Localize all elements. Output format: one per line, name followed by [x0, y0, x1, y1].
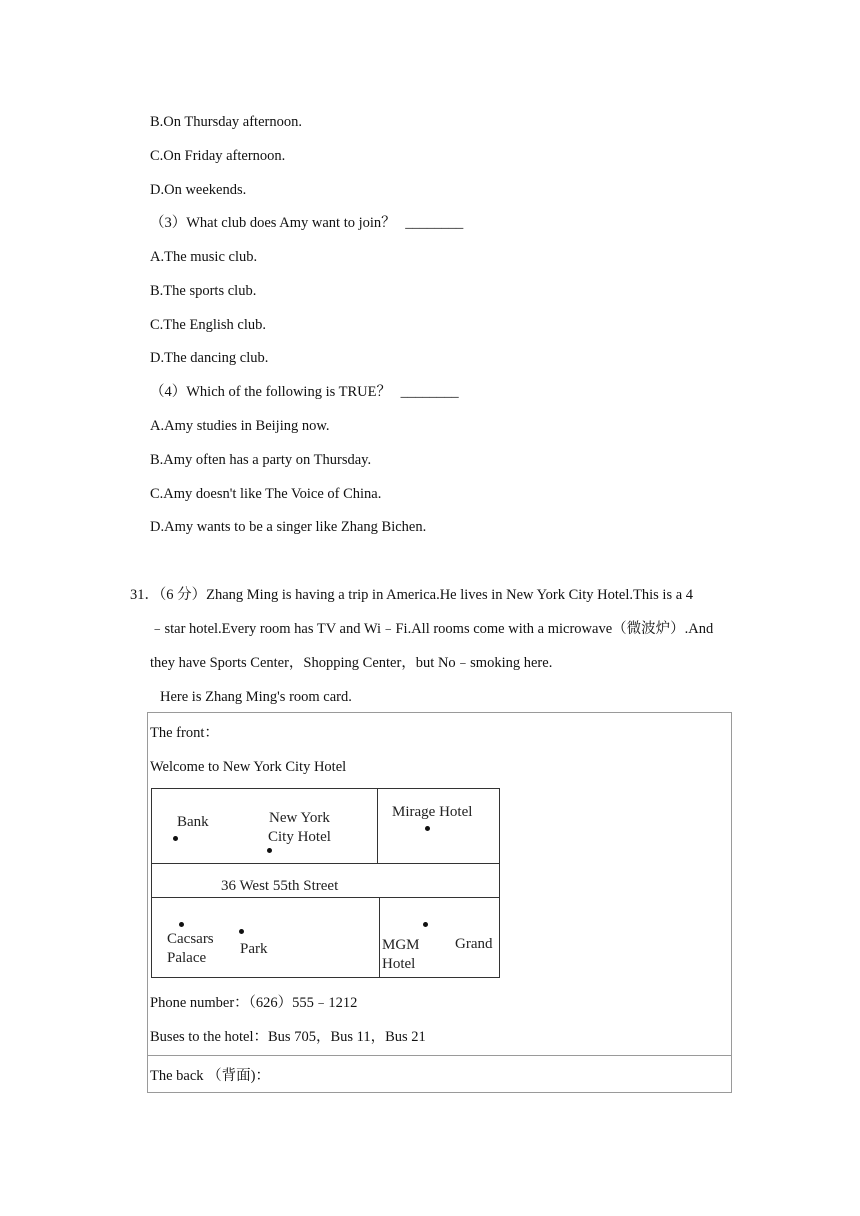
option-c-friday: C.On Friday afternoon.	[150, 148, 286, 164]
map-label-caesars-2: Palace	[167, 950, 207, 966]
caesars-palace-dot	[179, 922, 184, 927]
map-label-street: 36 West 55th Street	[221, 878, 339, 894]
q31-line-1: 31．（6 分）Zhang Ming is having a trip in America.He lives in New York City Hotel.This is a 4	[130, 587, 694, 603]
mgm-grand-dot	[423, 922, 428, 927]
park-dot	[239, 929, 244, 934]
bank-dot	[173, 836, 178, 841]
mirage-hotel-dot	[425, 826, 430, 831]
map-label-mirage-hotel: Mirage Hotel	[392, 804, 473, 820]
q4-option-d: D.Amy wants to be a singer like Zhang Bichen.	[150, 519, 427, 535]
map-label-nyc-hotel-2: City Hotel	[268, 829, 331, 845]
card-back-label: The back （背面)：	[150, 1068, 270, 1084]
question-3	[150, 214, 463, 232]
q31-line-3: they have Sports Center，Shopping Center，but No﹣smoking here.	[150, 655, 553, 671]
nyc-hotel-dot	[267, 848, 272, 853]
map-label-park: Park	[240, 941, 268, 957]
map-label-mgm: MGM	[382, 937, 420, 953]
q3-option-c: C.The English club.	[150, 317, 266, 333]
map-divider-top	[377, 789, 378, 863]
question-3-text: （3）What club does Amy want to join？	[150, 215, 396, 231]
map-label-hotel: Hotel	[382, 956, 416, 972]
map-label-bank: Bank	[177, 814, 209, 830]
map-street-bottom-line	[152, 897, 499, 898]
q3-option-d: D.The dancing club.	[150, 350, 269, 366]
map-label-caesars-1: Cacsars	[167, 931, 214, 947]
card-buses: Buses to the hotel：Bus 705，Bus 11，Bus 21	[150, 1029, 426, 1045]
question-4-blank: ________	[400, 384, 459, 400]
card-divider	[148, 1055, 731, 1056]
card-welcome: Welcome to New York City Hotel	[150, 759, 347, 775]
q4-option-b: B.Amy often has a party on Thursday.	[150, 452, 372, 468]
q3-option-b: B.The sports club.	[150, 283, 257, 299]
card-front-label: The front：	[150, 725, 219, 741]
map-label-grand: Grand	[455, 936, 493, 952]
question-4-text: （4）Which of the following is TRUE？	[150, 384, 391, 400]
q31-intro: Here is Zhang Ming's room card.	[160, 689, 352, 705]
q4-option-a: A.Amy studies in Beijing now.	[150, 418, 330, 434]
map-street-top-line	[152, 863, 499, 864]
q4-option-c: C.Amy doesn't like The Voice of China.	[150, 486, 382, 502]
card-phone: Phone number：（626）555﹣1212	[150, 995, 358, 1011]
question-3-blank: ________	[405, 215, 464, 231]
question-4	[150, 383, 459, 401]
map-divider-bottom	[379, 897, 380, 977]
hotel-map	[151, 788, 500, 978]
option-d-weekends: D.On weekends.	[150, 182, 247, 198]
option-b-thursday: B.On Thursday afternoon.	[150, 114, 302, 130]
q3-option-a: A.The music club.	[150, 249, 258, 265]
q31-line-2: ﹣star hotel.Every room has TV and Wi﹣Fi.All rooms come with a microwave（微波炉）.And	[150, 621, 714, 637]
map-label-nyc-hotel-1: New York	[269, 810, 330, 826]
